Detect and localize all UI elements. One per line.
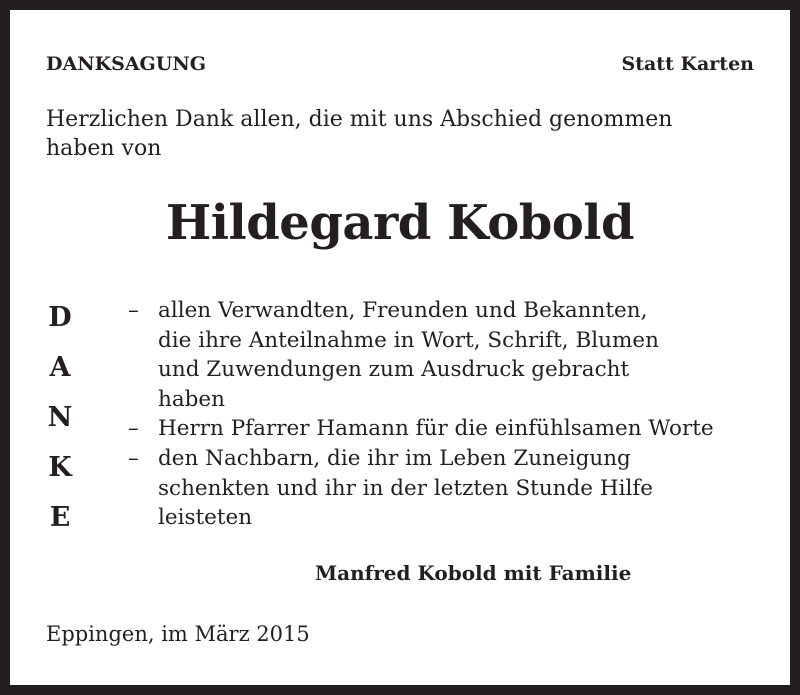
dash-bullet: – — [128, 298, 139, 323]
notice-card — [10, 10, 790, 685]
list-line: schenkten und ihr in der letzten Stunde Hilfe — [158, 475, 654, 501]
notice-heading: DANKSAGUNG — [46, 53, 206, 75]
danke-letter: D — [48, 302, 72, 333]
danke-letter: E — [49, 502, 71, 533]
dash-bullet: – — [128, 445, 139, 471]
danke-letter: A — [49, 352, 71, 383]
list-line: Herrn Pfarrer Hamann für die einfühlsamen Worte — [158, 416, 714, 442]
list-line: leisteten — [158, 505, 253, 531]
list-line: allen Verwandten, Freunden und Bekannten, — [158, 298, 648, 323]
danke-letter: K — [48, 452, 72, 483]
thanks-list — [128, 296, 714, 533]
list-line: die ihre Anteilnahme in Wort, Schrift, Blumen — [158, 327, 659, 353]
statt-karten-label: Statt Karten — [621, 53, 754, 75]
list-line: und Zuwendungen zum Ausdruck gebracht — [158, 357, 630, 383]
danke-vertical — [46, 295, 74, 545]
list-item — [128, 444, 714, 533]
intro-line: haben von — [46, 136, 162, 161]
signature: Manfred Kobold mit Familie — [315, 561, 632, 585]
dash-bullet: – — [128, 416, 139, 442]
list-item — [128, 414, 714, 444]
intro-text — [46, 105, 672, 163]
place-date: Eppingen, im März 2015 — [46, 622, 310, 646]
intro-line: Herzlichen Dank allen, die mit uns Abschied genommen — [46, 107, 673, 132]
danke-letter: N — [47, 402, 73, 433]
deceased-name: Hildegard Kobold — [165, 195, 635, 251]
list-line: haben — [158, 386, 225, 412]
list-line: den Nachbarn, die ihr im Leben Zuneigung — [158, 445, 631, 471]
list-item — [128, 296, 714, 414]
